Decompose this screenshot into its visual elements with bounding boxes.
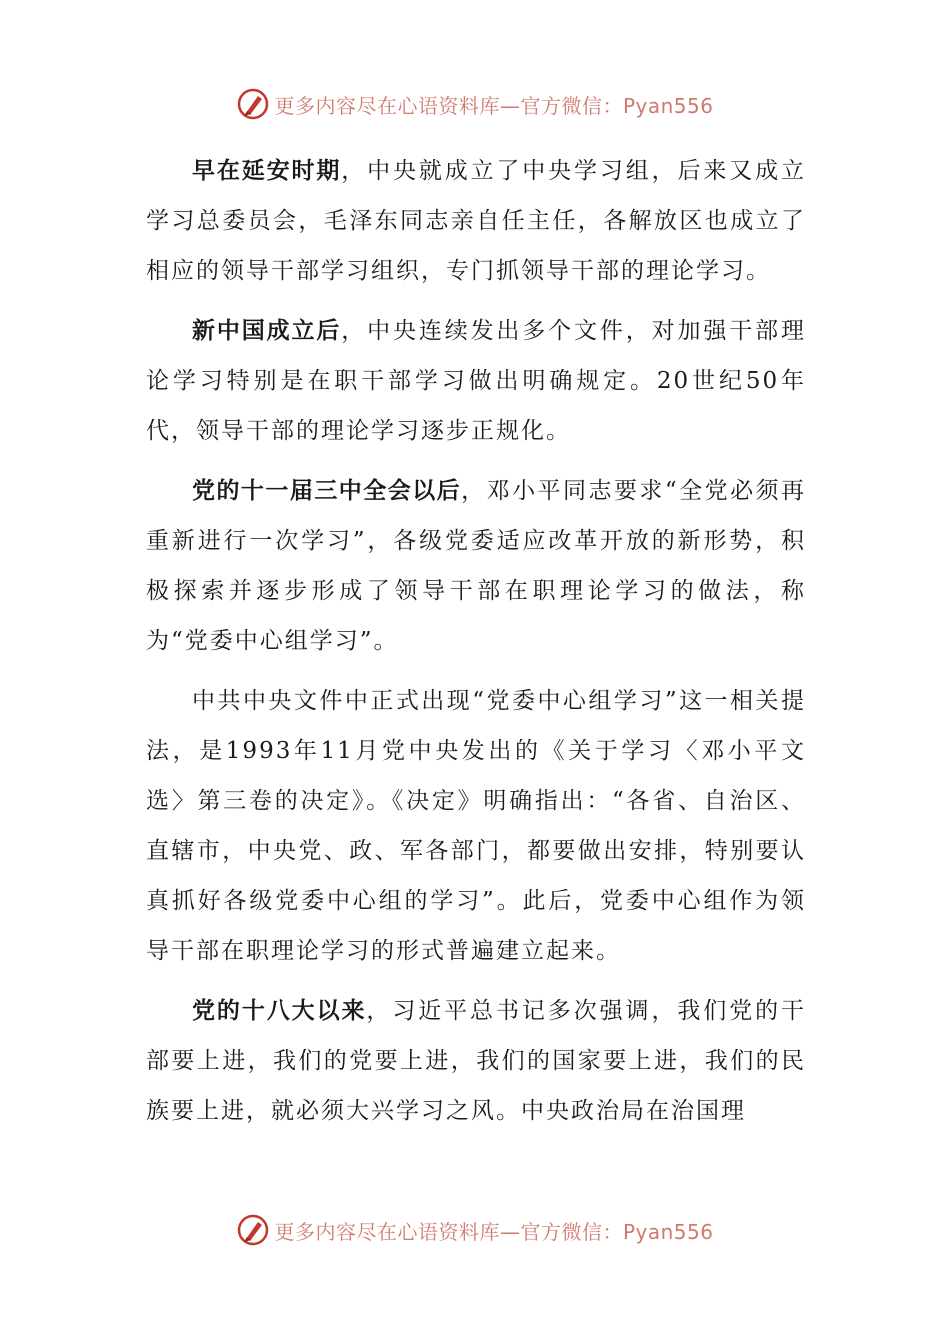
footer-banner xyxy=(0,1210,950,1250)
paragraph-lead: 党的十一届三中全会以后 xyxy=(192,478,462,504)
paragraph-text: ，中央连续发出多个文件，对加强干部理论学习特别是在职干部学习做出明确规定。20世纪50年代，领导干部的理论学习逐步正规化。 xyxy=(146,318,807,444)
paragraph-text: ，邓小平同志要求“全党必须再重新进行一次学习”，各级党委适应改革开放的新形势，积极探索并逐步形成了领导干部在职理论学习的做法，称为“党委中心组学习”。 xyxy=(146,478,806,654)
document-body xyxy=(146,146,806,1146)
paragraph-lead: 新中国成立后 xyxy=(192,318,342,344)
paragraph-lead: 党的十八大以来 xyxy=(192,998,367,1024)
pen-nib-icon xyxy=(236,87,270,121)
pen-nib-icon xyxy=(236,1213,270,1247)
paragraph-text: 中共中央文件中正式出现“党委中心组学习”这一相关提法，是1993年11月党中央发出的《关于学习〈邓小平文选〉第三卷的决定》。《决定》明确指出：“各省、自治区、直辖市，中央党、政、军各部门，都要做出安排，特别要认真抓好各级党委中心组的学习”。此后，党委中心组作为领导干部在职理论学习的形式普遍建立起来。 xyxy=(146,688,806,964)
paragraph xyxy=(146,306,806,456)
paragraph xyxy=(146,676,806,976)
footer-banner-text: 更多内容尽在心语资料库—官方微信：Pyan556 xyxy=(274,1219,714,1244)
paragraph xyxy=(146,466,806,666)
header-banner-text: 更多内容尽在心语资料库—官方微信：Pyan556 xyxy=(274,93,714,118)
header-banner xyxy=(0,84,950,124)
paragraph-text: ，习近平总书记多次强调，我们党的干部要上进，我们的党要上进，我们的国家要上进，我们的民族要上进，就必须大兴学习之风。中央政治局在治国理 xyxy=(146,998,807,1124)
paragraph xyxy=(146,146,806,296)
paragraph xyxy=(146,986,806,1136)
paragraph-lead: 早在延安时期 xyxy=(192,158,342,184)
paragraph-text: ，中央就成立了中央学习组，后来又成立学习总委员会，毛泽东同志亲自任主任，各解放区也成立了相应的领导干部学习组织，专门抓领导干部的理论学习。 xyxy=(146,158,807,284)
